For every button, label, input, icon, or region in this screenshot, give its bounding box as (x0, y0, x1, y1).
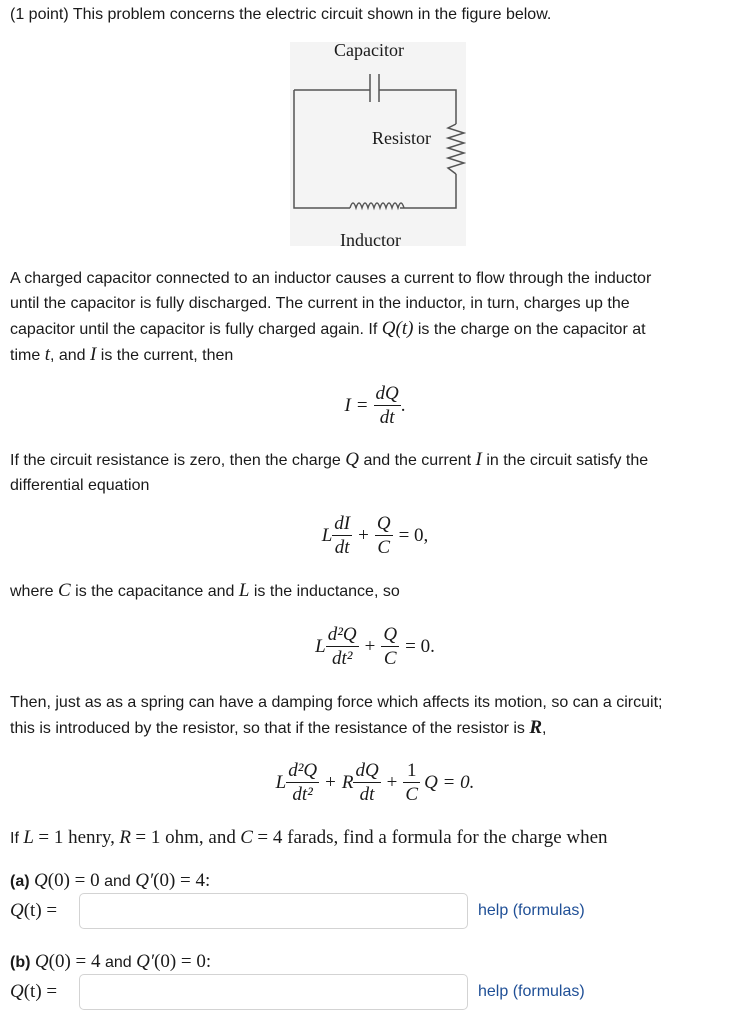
inductor-symbol (350, 203, 404, 208)
equation-rlc: L $\frac{\text{d²Q}}{\text{dt²}}$ + R $\frac{dQ}{dt}$ + $\frac{1}{C}$ Q = 0. (275, 760, 475, 805)
paragraph-1-line-4: time t, and I is the current, then (10, 344, 234, 365)
paragraph-4: Then, just as as a spring can have a damping force which affects its motion, so can a circuit; this is introduced by the resistor, so that if the resistance of the resistor is R, (10, 694, 663, 738)
paragraph-1 (10, 266, 745, 368)
resistor-label: Resistor (372, 128, 432, 148)
inductor-label: Inductor (340, 230, 401, 250)
intro-text: This problem concerns the electric circuit shown in the figure below. (72, 6, 552, 23)
point-value: (1 point) (10, 6, 69, 23)
capacitor-symbol (370, 74, 379, 102)
problem-intro (10, 2, 551, 27)
resistor-symbol (448, 124, 464, 174)
paragraph-1-line-2: until the capacitor is fully discharged. The current in the inductor, in turn, charges up the (10, 295, 630, 312)
part-a-answer-label: Q(t) = (10, 900, 58, 921)
equation-current: I = $\frac{dQ}{dt}$ . (344, 383, 406, 428)
fraction-dQ-dt: $\frac{dQ}{dt}$ (375, 383, 399, 428)
part-a-label: (a) (10, 873, 30, 890)
part-a-answer-input[interactable] (79, 893, 468, 929)
paragraph-3: where C is the capacitance and L is the inductance, so (10, 580, 400, 601)
part-b-conditions: (b) Q(0) = 4 and Q′(0) = 0: (10, 951, 212, 972)
part-b-answer-input[interactable] (79, 974, 468, 1010)
paragraph-1-line-1: A charged capacitor connected to an inductor causes a current to flow through the inductor (10, 270, 652, 287)
circuit-figure (290, 40, 466, 250)
part-b-label: (b) (10, 954, 31, 971)
equation-second-order: L $\frac{\text{d²Q}}{\text{dt²}}$ + $\frac{Q}{C}$ = 0. (315, 624, 435, 669)
math-t: t (44, 344, 50, 365)
capacitor-label: Capacitor (334, 40, 404, 60)
equation-lc: L $\frac{dI}{dt}$ + $\frac{Q}{C}$ = 0, (321, 513, 429, 558)
paragraph-2: If the circuit resistance is zero, then the charge Q and the current I in the circuit satisfy the differential equation (10, 449, 649, 494)
part-a-conditions: (a) Q(0) = 0 and Q′(0) = 4: (10, 870, 211, 891)
part-b-help-link[interactable]: help (formulas) (478, 983, 585, 1000)
math-I: I (90, 344, 97, 365)
part-a-help-link[interactable]: help (formulas) (478, 902, 585, 919)
paragraph-1-line-3: capacitor until the capacitor is fully charged again. If Q(t) is the charge on the capacitor at (10, 318, 646, 339)
part-b-answer-label: Q(t) = (10, 981, 58, 1002)
math-Q-t: Q(t) (381, 318, 414, 339)
given-values: If L = 1 henry, R = 1 ohm, and C = 4 farads, find a formula for the charge when (10, 827, 608, 848)
